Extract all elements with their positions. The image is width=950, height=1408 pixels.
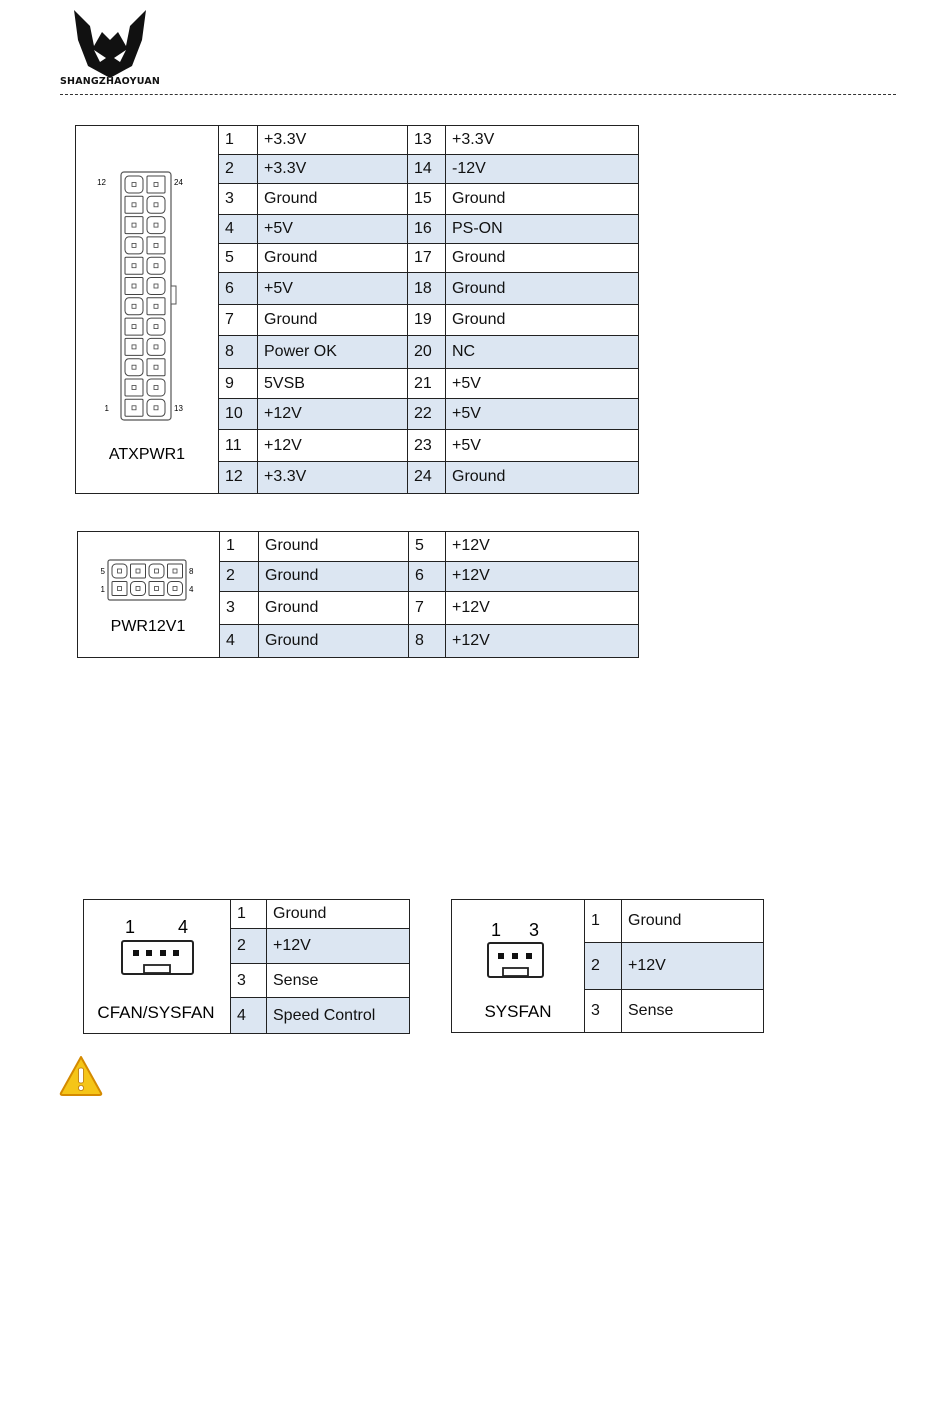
pin-label: 12 (97, 178, 106, 187)
pin-signal: Ground (446, 243, 639, 272)
cfan-diagram-cell (84, 900, 231, 1034)
pin-number: 10 (219, 399, 258, 430)
pin-number: 1 (585, 900, 622, 943)
pwr12v1-diagram-cell (78, 532, 220, 658)
pin-signal: +12V (622, 942, 764, 989)
pwr12v1-pinout-table (77, 531, 639, 658)
pin-number: 2 (220, 561, 259, 591)
atxpwr1-diagram-cell (76, 126, 219, 494)
pin-signal: +3.3V (258, 126, 408, 155)
table-row (76, 126, 639, 155)
pin-number: 3 (231, 963, 267, 998)
pin-number: 6 (219, 273, 258, 305)
pin-number: 1 (220, 532, 259, 562)
pin-signal: Ground (622, 900, 764, 943)
pin-signal: Ground (259, 624, 409, 657)
pin-number: 5 (409, 532, 446, 562)
pin-number: 9 (219, 368, 258, 398)
cfan-pinout-table (83, 899, 410, 1034)
pin-signal: Sense (622, 990, 764, 1033)
pin-signal: +12V (258, 430, 408, 461)
atx24-connector-diagram (76, 126, 219, 488)
pin-signal: +5V (446, 430, 639, 461)
pin-number: 12 (219, 461, 258, 493)
pin-label: 1 (490, 920, 502, 940)
warning-icon (58, 1054, 104, 1098)
pin-label: 4 (177, 917, 189, 937)
pin-number: 21 (408, 368, 446, 398)
eps8-connector-diagram (78, 532, 220, 652)
pin-number: 8 (409, 624, 446, 657)
pin-number: 15 (408, 184, 446, 214)
pin-signal: PS-ON (446, 214, 639, 243)
pin-signal: +5V (446, 399, 639, 430)
pin-signal: Ground (446, 184, 639, 214)
pin-signal: Power OK (258, 335, 408, 368)
pin-number: 2 (585, 942, 622, 989)
pin-label: 8 (189, 567, 194, 576)
pin-signal: +3.3V (258, 461, 408, 493)
pin-signal: Ground (259, 532, 409, 562)
pin-signal: +12V (446, 591, 639, 624)
brand-name: SHANGZHAOYUAN (60, 76, 161, 87)
pin-signal: 5VSB (258, 368, 408, 398)
pin-number: 3 (219, 184, 258, 214)
fan3-connector-diagram (452, 900, 585, 1027)
pin-label: 1 (124, 917, 136, 937)
pin-number: 13 (408, 126, 446, 155)
pin-label: 13 (174, 404, 183, 413)
pin-number: 4 (220, 624, 259, 657)
pin-signal: +5V (258, 214, 408, 243)
pin-number: 11 (219, 430, 258, 461)
pin-signal: NC (446, 335, 639, 368)
pin-signal: +5V (446, 368, 639, 398)
pin-signal: +12V (446, 624, 639, 657)
pin-signal: Sense (267, 963, 410, 998)
pin-label: 5 (100, 567, 105, 576)
pin-signal: +12V (446, 561, 639, 591)
pin-number: 17 (408, 243, 446, 272)
atxpwr1-label: ATXPWR1 (108, 446, 186, 463)
pin-signal: Ground (258, 184, 408, 214)
pin-label: 24 (174, 178, 183, 187)
pin-signal: Speed Control (267, 998, 410, 1034)
pin-number: 1 (219, 126, 258, 155)
table-row (452, 900, 764, 943)
table-row (84, 900, 410, 929)
pin-signal: Ground (446, 461, 639, 493)
pin-number: 4 (231, 998, 267, 1034)
pwr12v1-label: PWR12V1 (110, 618, 186, 635)
pin-number: 20 (408, 335, 446, 368)
pin-signal: +3.3V (446, 126, 639, 155)
pin-number: 23 (408, 430, 446, 461)
pin-number: 3 (220, 591, 259, 624)
sysfan-pinout-table (451, 899, 764, 1033)
pin-signal: Ground (446, 305, 639, 335)
cfan-label: CFAN/SYSFAN (97, 1003, 215, 1022)
pin-number: 1 (231, 900, 267, 929)
sysfan-diagram-cell (452, 900, 585, 1033)
table-row (78, 532, 639, 562)
pin-number: 16 (408, 214, 446, 243)
pin-signal: -12V (446, 155, 639, 184)
fan4-connector-diagram (84, 900, 231, 1028)
pin-number: 5 (219, 243, 258, 272)
pin-number: 7 (409, 591, 446, 624)
pin-signal: +12V (258, 399, 408, 430)
pin-signal: Ground (258, 243, 408, 272)
pin-label: 1 (104, 404, 109, 413)
pin-number: 2 (231, 929, 267, 964)
atxpwr1-pinout-table (75, 125, 639, 494)
pin-number: 18 (408, 273, 446, 305)
pin-number: 19 (408, 305, 446, 335)
pin-number: 7 (219, 305, 258, 335)
sysfan-label: SYSFAN (484, 1002, 552, 1021)
pin-signal: Ground (446, 273, 639, 305)
pin-signal: +5V (258, 273, 408, 305)
pin-signal: Ground (259, 591, 409, 624)
pin-signal: +12V (267, 929, 410, 964)
pin-label: 1 (100, 585, 105, 594)
pin-signal: Ground (258, 305, 408, 335)
pin-number: 3 (585, 990, 622, 1033)
pin-signal: +12V (446, 532, 639, 562)
pin-number: 8 (219, 335, 258, 368)
pin-number: 6 (409, 561, 446, 591)
pin-label: 4 (189, 585, 194, 594)
pin-number: 14 (408, 155, 446, 184)
pin-signal: +3.3V (258, 155, 408, 184)
pin-number: 4 (219, 214, 258, 243)
pin-number: 2 (219, 155, 258, 184)
pin-signal: Ground (267, 900, 410, 929)
pin-label: 3 (528, 920, 540, 940)
pin-number: 22 (408, 399, 446, 430)
pin-signal: Ground (259, 561, 409, 591)
header-separator (60, 94, 896, 95)
pin-number: 24 (408, 461, 446, 493)
